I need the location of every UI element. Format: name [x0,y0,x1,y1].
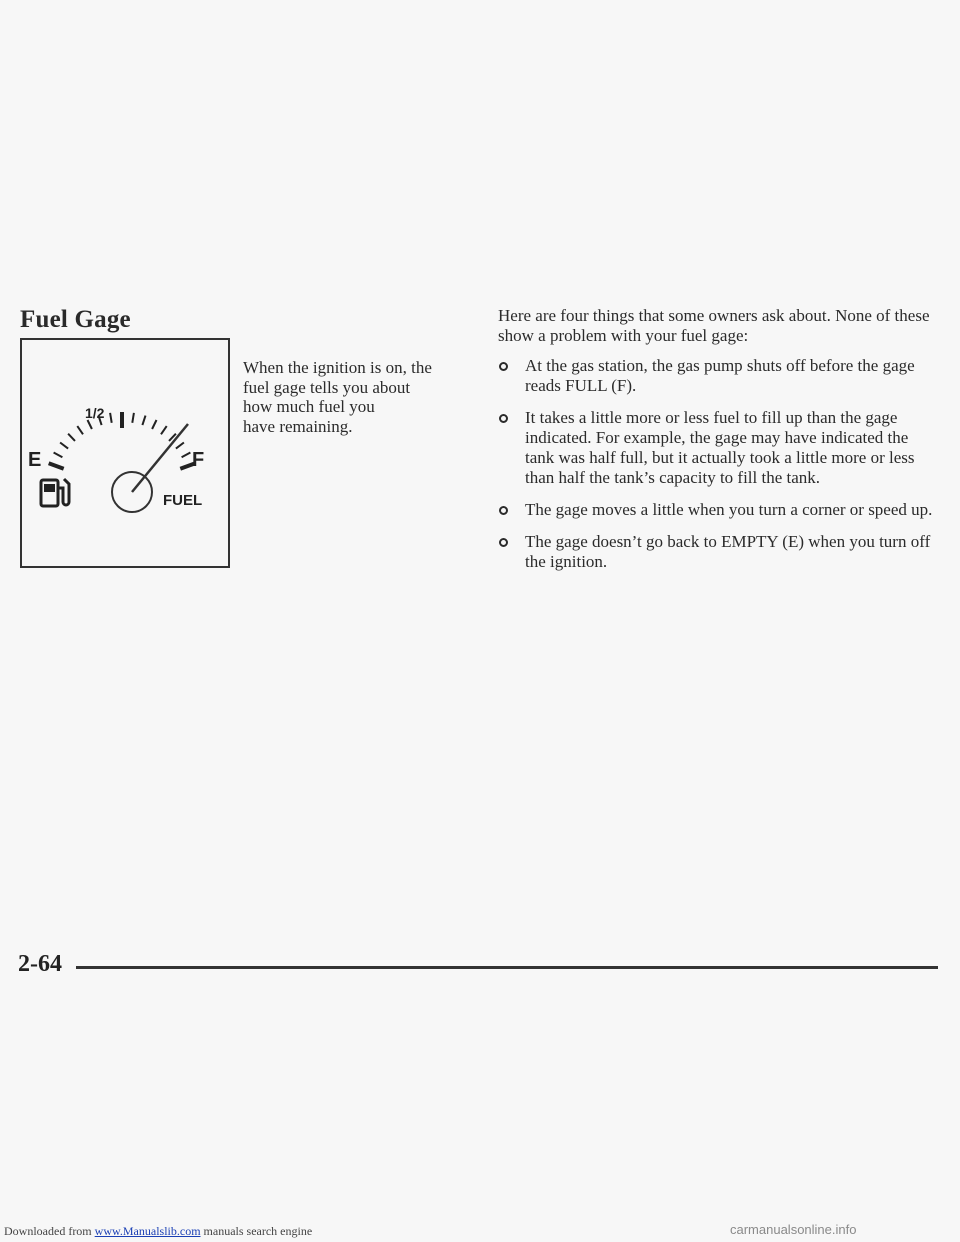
intro-line: When the ignition is on, the [243,358,432,377]
section-title: Fuel Gage [20,306,131,333]
fuel-gage-illustration [20,338,230,568]
gauge-tick [152,420,156,429]
gauge-tick [60,443,68,449]
bullet-icon [499,538,508,547]
intro-line: fuel gage tells you about [243,377,411,397]
intro-line: how much fuel you [243,397,375,416]
bullet-text: The gage moves a little when you turn a corner or speed up. [525,500,933,519]
bullet-item [498,408,938,488]
gauge-tick [68,434,75,441]
fuel-pump-icon [41,479,69,506]
gauge-half-label: 1/2 [85,405,105,421]
bullet-text: It takes a little more or less fuel to fill up than the gage indicated. For example, the gage may have indicated the tank was half full, but it actually took a little more or less than half the tank’s capacity to fill the tank. [525,408,915,487]
gauge-tick [142,416,145,426]
gauge-tick [176,443,184,449]
owner-questions [498,306,938,584]
bullet-icon [499,414,508,423]
gauge-tick [182,453,191,458]
manualslib-link[interactable]: www.Manualslib.com [94,1224,201,1238]
gauge-tick [88,420,92,429]
gauge-full-label: F [192,449,205,471]
gauge-tick [132,413,134,423]
gauge-needle [132,424,188,492]
footer-rule [76,966,938,969]
bullet-item [498,356,938,396]
bullet-item [498,532,938,572]
bullet-item [498,500,938,520]
bullet-icon [499,362,508,371]
download-footer [4,1224,312,1239]
gauge-tick [161,426,167,434]
intro-line: have remaining. [243,416,353,436]
gauge-tick [110,413,112,423]
page-number: 2-64 [18,951,62,977]
lead-paragraph: Here are four things that some owners ask about. None of these show a problem with your fuel gage: [498,306,930,345]
fuel-gage-dial [22,340,228,566]
bullet-list [498,356,938,572]
footer-prefix: Downloaded from [4,1224,95,1238]
bullet-text: At the gas station, the gas pump shuts off before the gage reads FULL (F). [525,356,915,395]
bullet-icon [499,506,508,515]
site-watermark: carmanualsonline.info [730,1222,857,1237]
gauge-tick [49,463,64,469]
footer-suffix: manuals search engine [200,1224,313,1238]
intro-text [243,358,463,436]
gauge-tick [77,426,83,434]
gauge-fuel-label: FUEL [163,492,203,509]
bullet-text: The gage doesn’t go back to EMPTY (E) when you turn off the ignition. [525,532,931,571]
gauge-tick [54,453,63,458]
gauge-empty-label: E [28,449,42,471]
